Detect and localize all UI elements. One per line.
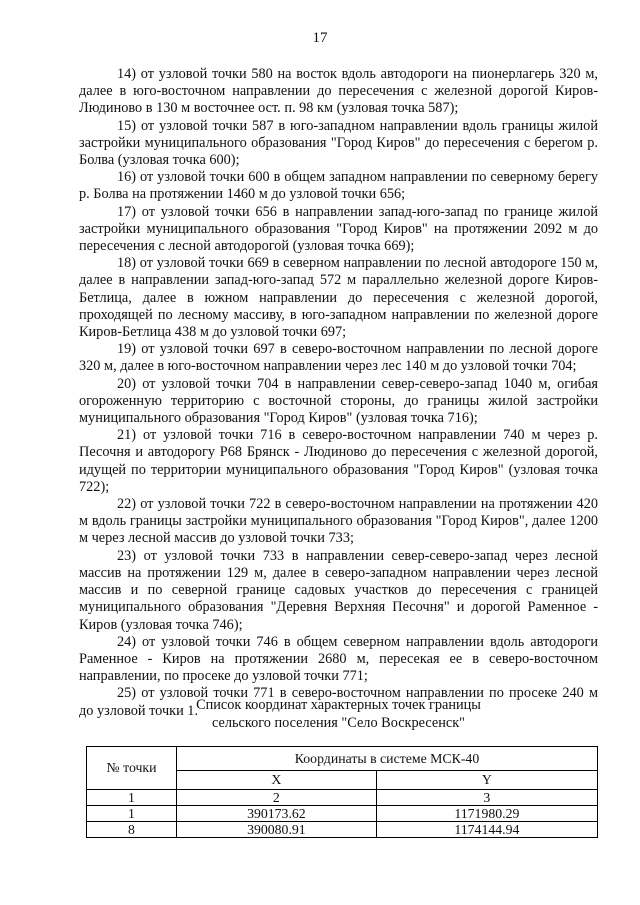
cell-y: 3 [376,790,597,806]
page-number: 17 [312,30,328,46]
caption-line-1: Список координат характерных точек границы [196,697,481,713]
paragraph-19: 19) от узловой точки 697 в северо-восточном направлении по лесной дороге 320 м, далее в юго-восточном направлении через лес 140 м до узловой точки 704; [79,341,598,375]
cell-x: 390080.91 [177,822,377,838]
cell-x: 2 [177,790,377,806]
header-point-number: № точки [87,747,177,790]
coordinates-table [86,746,598,838]
cell-point: 1 [87,790,177,806]
paragraph-21: 21) от узловой точки 716 в северо-восточном направлении 740 м через р. Песочня и автодорогу Р68 Брянск - Людиново до пересечения с железной дорогой, идущей по территории муниципального образования "Город Киров" (узловая точка 722); [79,427,598,495]
paragraph-20: 20) от узловой точки 704 в направлении север-северо-запад 1040 м, огибая огороженную территорию с восточной стороны, до границы жилой застройки муниципального образования "Город Киров" (узловая точка 716); [79,375,598,427]
header-x: X [177,771,377,790]
cell-y: 1171980.29 [376,806,597,822]
table-caption [79,697,598,732]
caption-line-2: сельского поселения "Село Воскресенск" [212,714,465,731]
paragraph-24: 24) от узловой точки 746 в общем северном направлении вдоль автодороги Раменное - Киров на протяжении 2680 м, пересекая ее в северо-восточном направлении, по просеке до узловой точки 771; [79,633,598,685]
table-row [87,790,598,806]
paragraph-23: 23) от узловой точки 733 в направлении север-северо-запад через лесной массив на протяжении 129 м, далее в северо-западном направлении через лесной массив и по северной границе садовых участков до пересечения с границей муниципального образования "Деревня Верхняя Песочня" и дорогой Раменное - Киров (узловая точка 746); [79,547,598,633]
header-y: Y [376,771,597,790]
boundary-description [79,66,598,720]
paragraph-18: 18) от узловой точки 669 в северном направлении по лесной автодороге 150 м, далее в направлении запад-юго-запад 572 м параллельно железной дороге Киров-Бетлица, далее в южном направлении до пересечения с железной дорогой, проходящей по лесному массиву, в юго-западном направлении по железной дороге Киров-Бетлица 438 м до узловой точки 697; [79,255,598,341]
table-row [87,822,598,838]
paragraph-25: 25) от узловой точки 771 в северо-восточном направлении по просеке 240 м до узловой точки 1. [79,685,598,719]
cell-point: 1 [87,806,177,822]
paragraph-17: 17) от узловой точки 656 в направлении запад-юго-запад по границе жилой застройки муниципального образования "Город Киров" на протяжении 2092 м до пересечения с лесной автодорогой (узловая точка 669); [79,203,598,255]
paragraph-14: 14) от узловой точки 580 на восток вдоль автодороги на пионерлагерь 320 м, далее в юго-восточном направлении до пересечения с железной дорогой Киров-Людиново в 130 м восточнее ост. п. 98 км (узловая точка 587); [79,66,598,117]
cell-point: 8 [87,822,177,838]
header-coordinate-system: Координаты в системе МСК-40 [177,747,598,771]
cell-y: 1174144.94 [376,822,597,838]
paragraph-16: 16) от узловой точки 600 в общем западном направлении по северному берегу р. Болва на протяжении 1460 м до узловой точки 656; [79,169,598,203]
paragraph-22: 22) от узловой точки 722 в северо-восточном направлении на протяжении 420 м вдоль границы застройки муниципального образования "Город Киров", далее 1200 м через лесной массив до узловой точки 733; [79,496,598,547]
cell-x: 390173.62 [177,806,377,822]
table-row [87,806,598,822]
paragraph-15: 15) от узловой точки 587 в юго-западном направлении вдоль границы жилой застройки муниципального образования "Город Киров" до пересечения с берегом р. Болва (узловая точка 600); [79,117,598,169]
